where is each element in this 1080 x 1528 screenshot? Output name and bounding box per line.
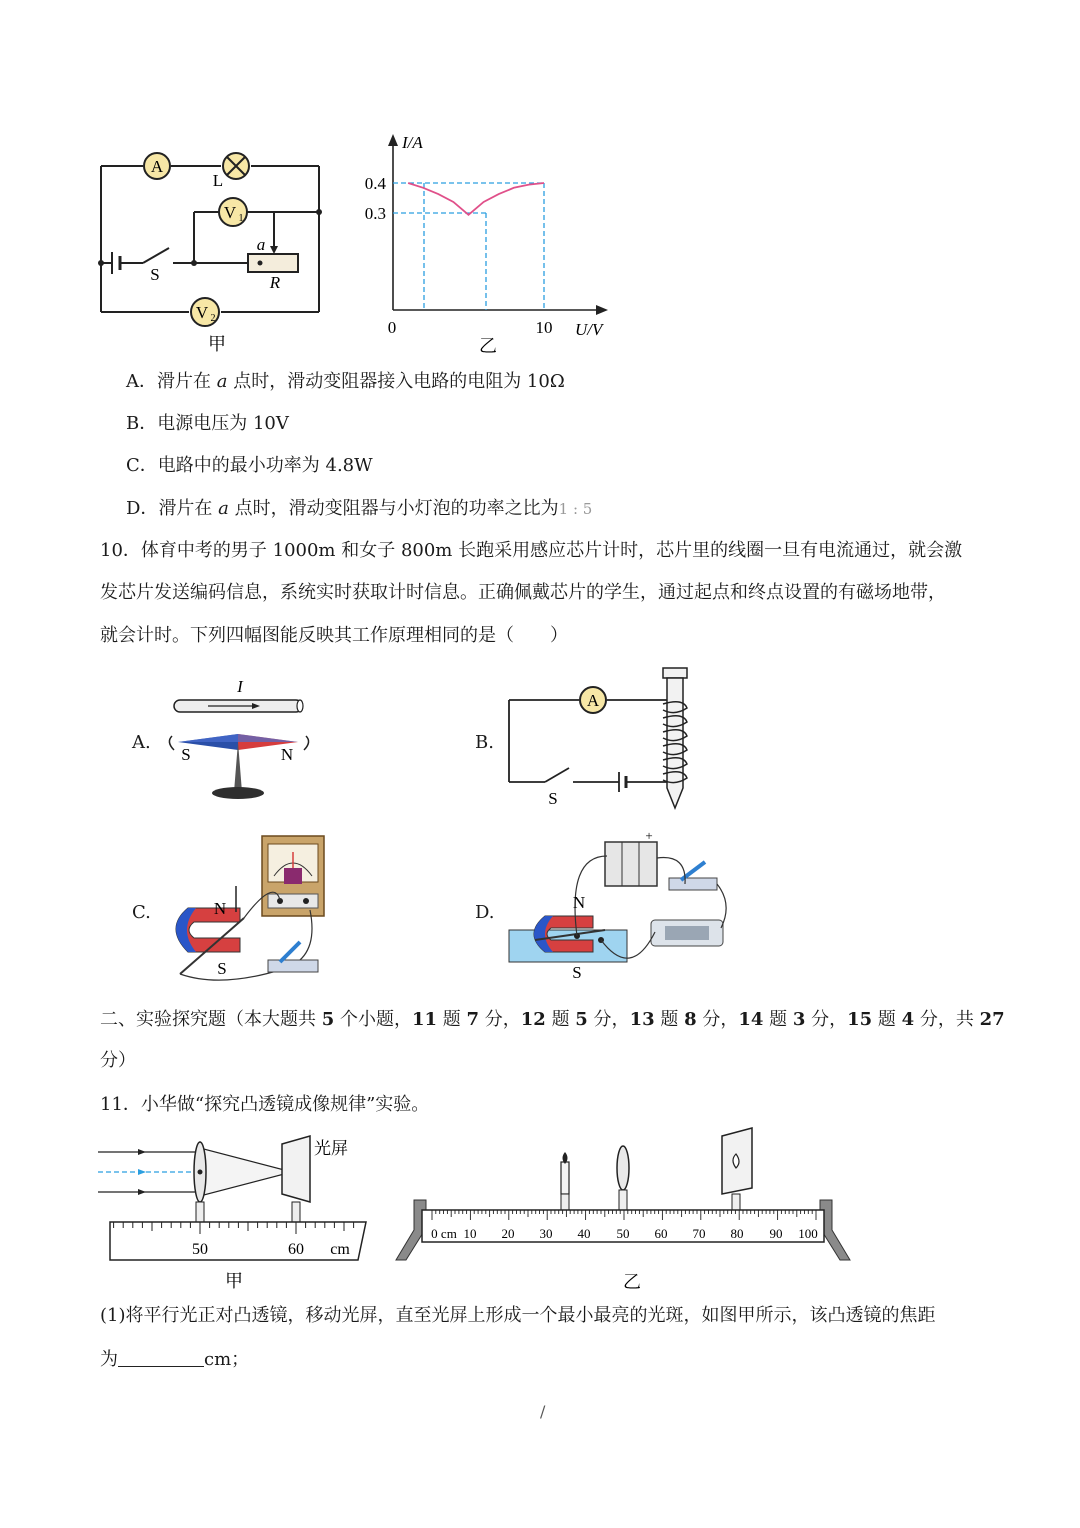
option-d-ratio: 1 : 5	[558, 500, 593, 518]
tick-50: 50	[192, 1241, 208, 1258]
bench-tick-80: 80	[730, 1226, 744, 1241]
switch-label: S	[548, 789, 558, 808]
heading-score: 7	[466, 1009, 480, 1030]
lamp-label: L	[212, 171, 224, 190]
circuit-caption: 甲	[208, 334, 226, 354]
option-a-text-2: 点时，滑动变阻器接入电路的电阻为 10Ω	[227, 371, 565, 392]
q11-sub1-line-2	[100, 1348, 249, 1372]
q9-option-c	[126, 454, 373, 478]
q11-focal-length-figure	[96, 1132, 368, 1292]
heading-part: 题	[872, 1009, 902, 1030]
fig-caption-yi: 乙	[623, 1272, 641, 1292]
q9-option-b	[126, 412, 289, 436]
q10-fig-b-label: B.	[475, 732, 494, 753]
heading-part: 分，共	[914, 1009, 980, 1030]
sub1-unit: cm；	[204, 1349, 250, 1370]
q10-line-3: 就会计时。下列四幅图能反映其工作原理相同的是（ ）	[100, 625, 568, 646]
pole-s-label: S	[572, 963, 582, 982]
pole-n-label: N	[572, 893, 586, 912]
bench-tick-40: 40	[577, 1226, 591, 1241]
option-d-text-2: 点时，滑动变阻器与小灯泡的功率之比为	[228, 498, 559, 519]
bench-tick-70: 70	[692, 1226, 706, 1241]
q10-figure-a-oersted	[160, 672, 320, 807]
q10-line-2: 发芯片发送编码信息，系统实时获取计时信息。正确佩戴芯片的学生，通过起点和终点设置的有磁场地带，	[100, 582, 946, 603]
current-label: I	[237, 677, 243, 696]
pole-s-label: S	[217, 959, 227, 978]
option-d-var: a	[218, 498, 229, 519]
resistor-label: R	[269, 273, 281, 292]
bench-tick-20: 20	[501, 1226, 515, 1241]
voltmeter-v2-symbol: V	[195, 303, 209, 322]
q10-figure-c-generator	[160, 832, 340, 987]
heading-part: 个小题，	[334, 1009, 412, 1030]
heading-score: 4	[901, 1009, 915, 1030]
option-d-label: D．	[126, 498, 159, 519]
option-b-label: B．	[126, 413, 158, 434]
q10-fig-d-label: D.	[475, 902, 495, 923]
section2-heading	[100, 1008, 1005, 1032]
bench-tick-100: 100	[798, 1226, 818, 1241]
answer-blank[interactable]	[118, 1348, 204, 1367]
q10-figure-d-motor	[505, 828, 735, 988]
battery-plus-label: +	[645, 828, 653, 843]
tick-60: 60	[288, 1241, 304, 1258]
iu-curve	[408, 183, 544, 215]
option-c-label: C．	[126, 455, 158, 476]
q11-sub1-line-1: (1)将平行光正对凸透镜，移动光屏，直至光屏上形成一个最小最亮的光斑，如图甲所示，该凸透镜的焦距	[100, 1305, 936, 1326]
pole-n-label: N	[280, 745, 294, 764]
heading-part: 题	[545, 1009, 576, 1030]
q10-line-1: 10．体育中考的男子 1000m 和女子 800m 长跑采用感应芯片计时，芯片里的线圈一旦有电流通过，就会激	[100, 540, 963, 561]
origin-label: 0	[387, 318, 397, 337]
q9-iu-graph	[350, 128, 620, 358]
ammeter-symbol: A	[150, 157, 164, 176]
fig-caption-jia: 甲	[225, 1271, 243, 1291]
heading-num: 14	[738, 1009, 764, 1030]
slider-point-label: a	[256, 235, 266, 254]
heading-part: 分，	[479, 1009, 521, 1030]
bench-tick-90: 90	[769, 1226, 783, 1241]
option-a-label: A．	[126, 371, 157, 392]
q10-fig-c-label: C.	[132, 902, 151, 923]
unit-cm: cm	[330, 1241, 350, 1258]
q9-option-d	[126, 497, 592, 521]
ammeter-symbol: A	[586, 691, 600, 710]
q11-title: 11．小华做“探究凸透镜成像规律”实验。	[100, 1094, 430, 1115]
q11-optical-bench-figure	[392, 1122, 854, 1294]
option-a-text-1: 滑片在	[157, 371, 217, 392]
bench-tick-60: 60	[654, 1226, 668, 1241]
guide-lines	[393, 183, 544, 310]
heading-num: 15	[847, 1009, 873, 1030]
heading-num: 13	[629, 1009, 655, 1030]
graph-caption: 乙	[479, 336, 497, 356]
heading-part: 二、实验探究题（本大题共	[100, 1009, 322, 1030]
heading-total: 27	[979, 1009, 1005, 1030]
page-mark: /	[540, 1402, 546, 1421]
heading-part: 分，	[696, 1009, 739, 1030]
x-axis-label: U/V	[575, 320, 603, 339]
heading-part: 题	[437, 1009, 467, 1030]
voltmeter-v1-subscript: 1	[238, 213, 244, 224]
q9-option-a	[126, 370, 565, 394]
option-a-var: a	[216, 371, 228, 392]
heading-part: 题	[654, 1009, 685, 1030]
heading-num: 11	[412, 1009, 438, 1030]
y-axis-label: I/A	[402, 133, 423, 152]
bench-tick-50: 50	[616, 1226, 630, 1241]
pole-s-label: S	[181, 745, 191, 764]
option-d-text-1: 滑片在	[158, 498, 219, 519]
y-tick-0.4: 0.4	[364, 174, 386, 193]
heading-part: 分，	[805, 1009, 848, 1030]
option-b-text: 电源电压为 10V	[157, 413, 289, 434]
sub1-prefix: 为	[100, 1349, 118, 1370]
heading-score: 3	[792, 1009, 806, 1030]
heading-score: 8	[684, 1009, 697, 1030]
voltmeter-v1-symbol: V	[223, 203, 237, 222]
q9-circuit-diagram	[95, 140, 335, 360]
heading-part: 题	[763, 1009, 793, 1030]
bench-tick-30: 30	[539, 1226, 553, 1241]
x-tick-10: 10	[535, 318, 553, 337]
section2-heading-cont: 分）	[100, 1050, 136, 1071]
option-c-text: 电路中的最小功率为 4.8W	[157, 455, 373, 476]
pole-n-label: N	[213, 899, 227, 918]
q10-fig-a-label: A.	[132, 732, 151, 753]
bench-tick-0: 0 cm	[431, 1226, 457, 1241]
q10-figure-b-electromagnet	[505, 664, 705, 814]
y-tick-0.3: 0.3	[364, 204, 386, 223]
heading-count: 5	[321, 1009, 335, 1030]
heading-score: 5	[575, 1009, 588, 1030]
heading-part: 分，	[587, 1009, 630, 1030]
voltmeter-v2-subscript: 2	[210, 313, 216, 324]
bench-tick-10: 10	[463, 1226, 477, 1241]
switch-label: S	[150, 265, 160, 284]
heading-num: 12	[520, 1009, 546, 1030]
screen-label: 光屏	[314, 1139, 348, 1158]
